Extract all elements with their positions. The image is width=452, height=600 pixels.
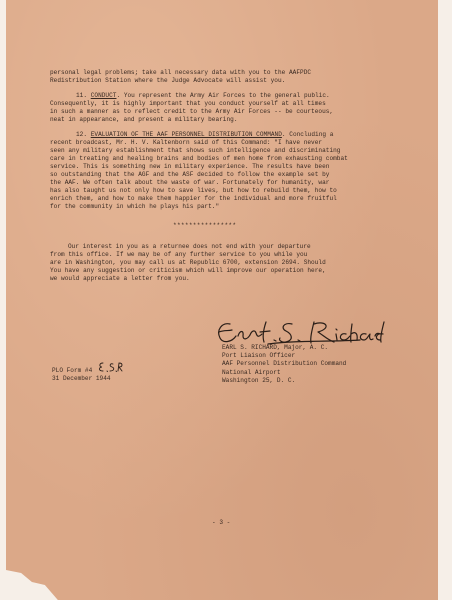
para12-line-1 [76, 131, 333, 139]
signer-title: Port Liaison Officer [222, 352, 296, 360]
para11-line-1 [76, 92, 330, 100]
signer-city: Washington 25, D. C. [222, 376, 296, 384]
para12-line-3: seen any military establishment that shows such intelligence and discriminating [50, 147, 341, 154]
para12-line-10: for the community in which he plays his part." [50, 203, 220, 210]
closing-line-1: Our interest in you as a returnee does not end with your departure [68, 243, 311, 250]
para12-number: 12. [76, 131, 88, 138]
para11-line1-rest: . You represent the Army Air Forces to the general public. [116, 92, 330, 99]
para12-line-5: service. This is something new in military experience. The results have been [50, 163, 330, 170]
intro-line-1: personal legal problems; take all necessary data with you to the AAFPDC [50, 69, 312, 76]
para12-line-7: the AAF. We often talk about the waste of war. Fortunately for humanity, war [50, 179, 330, 186]
para12-line-6: so outstanding that the AGF and the ASF decided to follow the example set by [50, 171, 330, 178]
para12-line-4: care in treating and healing brains and bodies of men home from exhausting combat [50, 155, 348, 162]
form-date: 31 December 1944 [52, 375, 111, 383]
para12-line1-rest: . Concluding a [281, 131, 334, 138]
para12-line-9: enrich them, and how to make them happier for the individual and more fruitful [50, 195, 337, 202]
signer-name: EARL S. RICHARD, Major, A. C. [222, 344, 329, 351]
handwritten-initials [97, 361, 123, 373]
para12-line-2: recent broadcast, Mr. H. V. Kaltenborn said of this Command: "I have never [50, 139, 323, 146]
para11-line-2: Consequently, it is highly important that you conduct yourself at all times [50, 100, 326, 107]
intro-line-2: Redistribution Station where the Judge Advocate will assist you. [50, 77, 286, 84]
closing-line-3: are in Washington, you may call us at Republic 6700, extension 2694. Should [50, 259, 326, 266]
para11-number: 11. [76, 92, 88, 99]
closing-line-4: You have any suggestion or criticism which will improve our operation here, [50, 267, 326, 274]
closing-line-5: we would appreciate a letter from you. [50, 275, 190, 282]
signer-place: National Airport [222, 368, 281, 376]
form-number: PLO Form #4 [52, 367, 93, 374]
signer-organization: AAF Personnel Distribution Command [222, 360, 347, 368]
separator-stars: **************** [173, 222, 237, 229]
closing-line-2: from this office. If we may be of any further service to you while you [50, 251, 308, 258]
para12-line-8: has also taught us not only how to save lives, but how to rebuild them, how to [50, 187, 337, 194]
signature-block [222, 344, 346, 385]
page-number: - 3 - [212, 519, 231, 526]
para11-heading: CONDUCT [90, 92, 117, 99]
document-page [6, 0, 438, 600]
para12-heading: EVALUATION OF THE AAF PERSONNEL DISTRIBUTION COMMAND [90, 131, 282, 138]
para11-line-3: in such a manner as to reflect credit to the Army Air Forces -- be courteous, [50, 108, 334, 115]
para11-line-4: neat in appearance, and present a military bearing. [50, 116, 238, 123]
